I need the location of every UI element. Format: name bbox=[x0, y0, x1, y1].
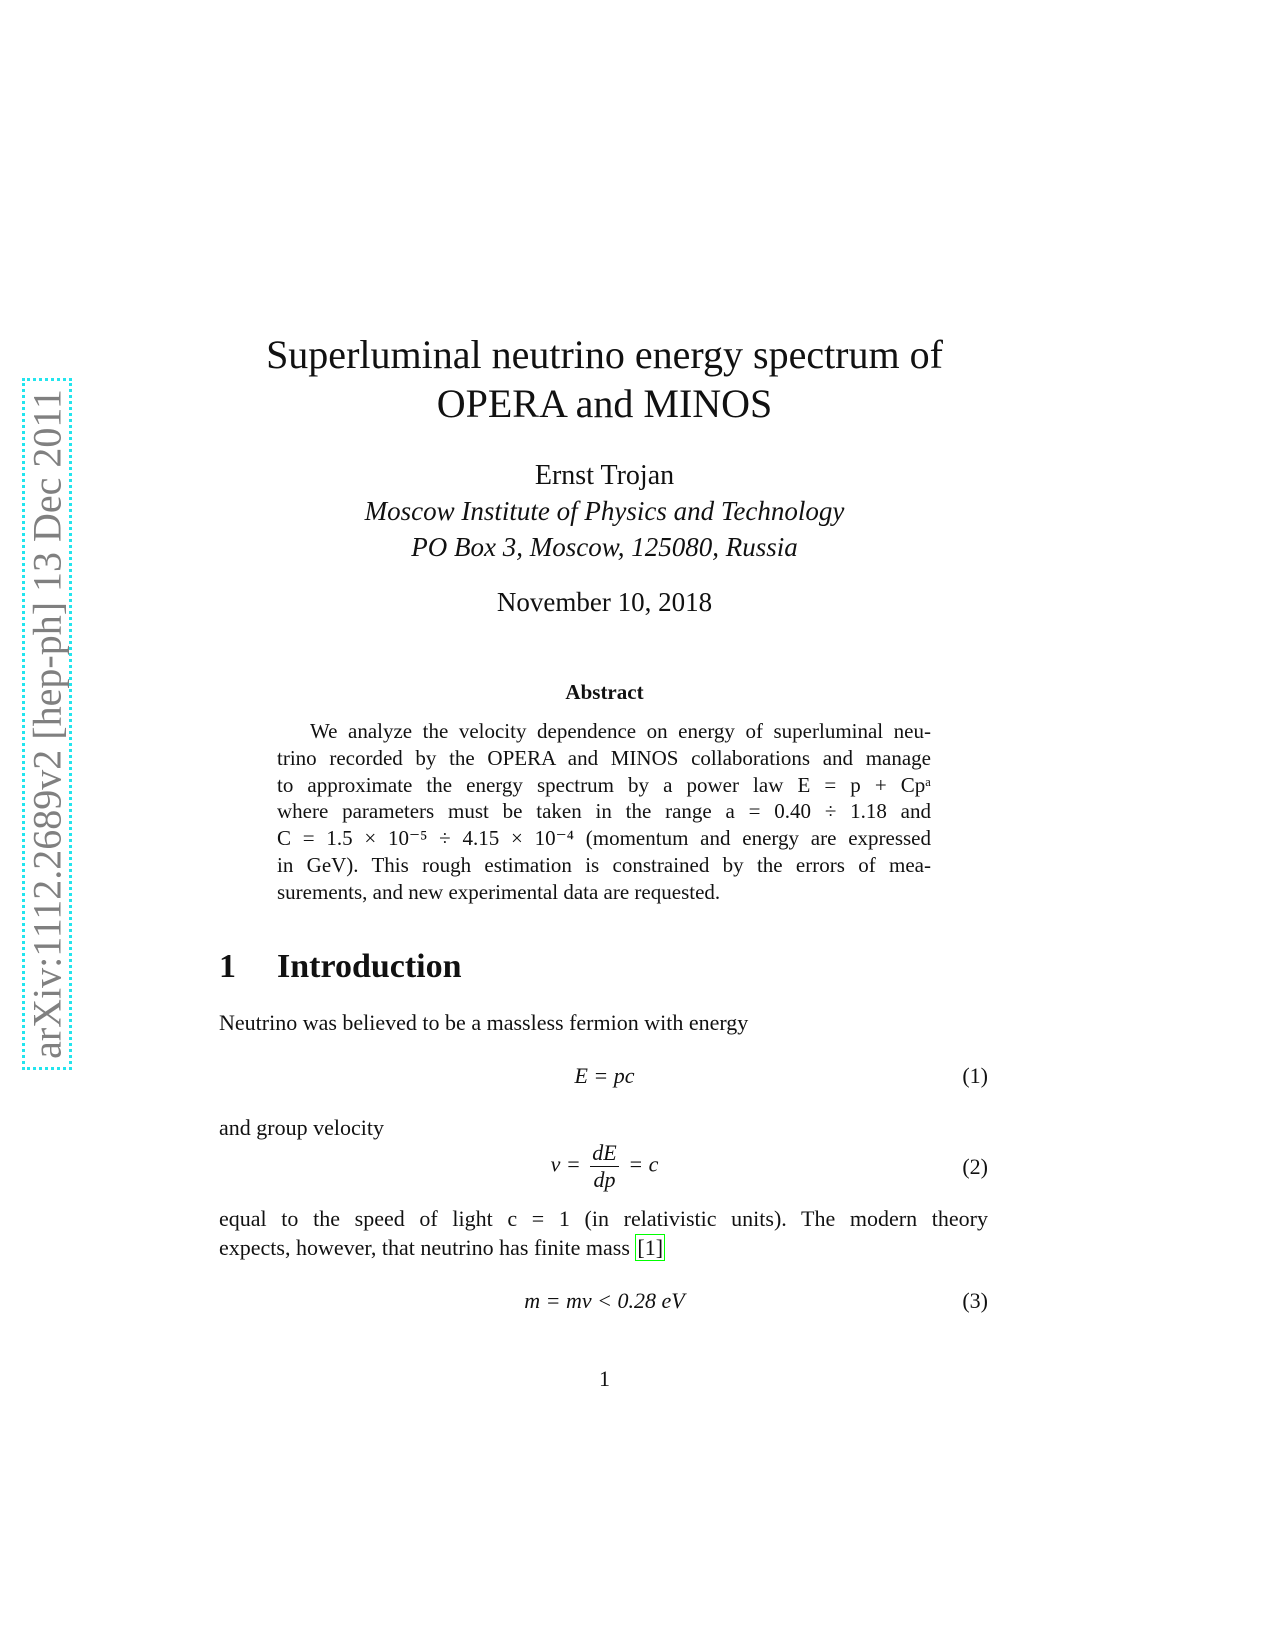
abstract-line: C = 1.5 × 10⁻⁵ ÷ 4.15 × 10⁻⁴ (momentum and energy are expressed bbox=[277, 826, 931, 851]
fraction-denominator: dp bbox=[593, 1167, 616, 1192]
abstract-line: We analyze the velocity dependence on energy of superluminal neu- bbox=[310, 719, 931, 743]
abstract-line: where parameters must be taken in the range a = 0.40 ÷ 1.18 and bbox=[277, 799, 931, 824]
paper-title-line-2: OPERA and MINOS bbox=[436, 381, 773, 426]
equation-3: m = mν < 0.28 eV bbox=[524, 1288, 685, 1313]
fraction-numerator: dE bbox=[592, 1140, 617, 1165]
author-name: Ernst Trojan bbox=[534, 460, 675, 491]
equation-2 bbox=[0, 1140, 1209, 1193]
section-number: 1 bbox=[219, 948, 236, 985]
arxiv-stamp[interactable]: arXiv:1112.2689v2 [hep-ph] 13 Dec 2011 bbox=[24, 389, 70, 1059]
page-number: 1 bbox=[599, 1366, 610, 1391]
equation-2-lhs: v = bbox=[550, 1151, 581, 1177]
equation-1-number: (1) bbox=[962, 1063, 988, 1088]
paragraph-1: Neutrino was believed to be a massless fermion with energy bbox=[219, 1010, 749, 1035]
abstract-line: surements, and new experimental data are requested. bbox=[277, 879, 721, 904]
section-title: Introduction bbox=[277, 948, 462, 985]
paragraph-3-text: expects, however, that neutrino has finite mass bbox=[219, 1235, 630, 1260]
citation-number[interactable]: 1 bbox=[644, 1235, 656, 1260]
equation-3-number: (3) bbox=[962, 1288, 988, 1313]
citation-link[interactable]: [1] bbox=[637, 1235, 664, 1260]
paragraph-3-line-2 bbox=[219, 1235, 665, 1261]
affiliation-line-1: Moscow Institute of Physics and Technology bbox=[364, 496, 845, 526]
equation-2-rhs: = c bbox=[628, 1151, 659, 1177]
paragraph-3-line-1: equal to the speed of light c = 1 (in relativistic units). The modern theory bbox=[219, 1206, 988, 1231]
abstract-line: to approximate the energy spectrum by a power law E = p + Cpᵃ bbox=[277, 772, 931, 797]
equation-2-number: (2) bbox=[962, 1154, 988, 1179]
equation-1: E = pc bbox=[574, 1063, 635, 1088]
paper-date: November 10, 2018 bbox=[496, 587, 713, 617]
abstract-heading: Abstract bbox=[565, 680, 644, 704]
equation-2-fraction bbox=[590, 1140, 618, 1193]
paper-title-line-1: Superluminal neutrino energy spectrum of bbox=[266, 332, 943, 377]
paragraph-2: and group velocity bbox=[219, 1115, 384, 1140]
affiliation-line-2: PO Box 3, Moscow, 125080, Russia bbox=[411, 532, 798, 562]
abstract-line: in GeV). This rough estimation is constrained by the errors of mea- bbox=[277, 853, 931, 877]
abstract-line: trino recorded by the OPERA and MINOS collaborations and manage bbox=[277, 745, 931, 770]
